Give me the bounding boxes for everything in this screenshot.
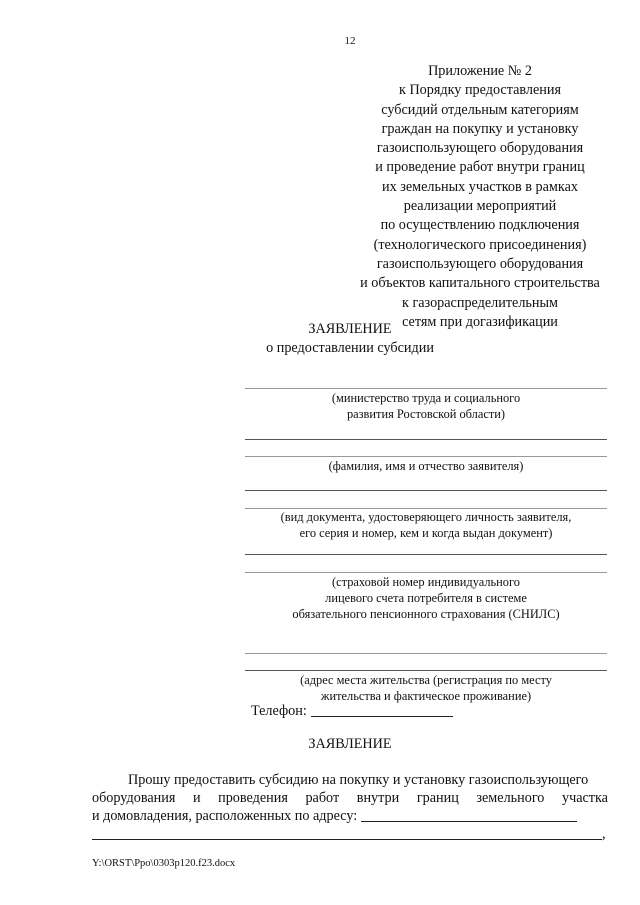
request-address-input-line-2[interactable]: [92, 826, 602, 840]
request-word: границ: [416, 790, 459, 806]
appendix-line: газоиспользующего оборудования: [376, 140, 584, 157]
full-name-line-top[interactable]: [245, 439, 607, 440]
request-word: оборудования: [92, 790, 176, 806]
appendix-header: [330, 62, 630, 332]
ministry-caption: (министерство труда и социального развития Ростовской области): [331, 391, 521, 421]
full-name-line[interactable]: [245, 456, 607, 457]
phone-field: [251, 702, 453, 720]
document-title: [240, 320, 460, 358]
request-address-continuation: [92, 825, 608, 843]
page-number: 12: [344, 35, 356, 47]
appendix-line: (технологического присоединения): [373, 236, 587, 253]
request-word: и: [192, 790, 201, 806]
document-title-main: ЗАЯВЛЕНИЕ: [308, 321, 392, 337]
appendix-line: к газораспределительным: [402, 294, 558, 311]
request-word: работ: [305, 790, 340, 806]
address-caption: (адрес места жительства (регистрация по месту жительства и фактическое проживание): [300, 673, 552, 703]
appendix-line: их земельных участков в рамках: [382, 178, 578, 195]
request-comma: ,: [602, 826, 606, 842]
ministry-line[interactable]: [245, 388, 607, 389]
appendix-line: газоиспользующего оборудования: [376, 255, 584, 272]
identity-doc-caption: (вид документа, удостоверяющего личность заявителя, его серия и номер, кем и когда выдан документ): [280, 510, 572, 540]
appendix-line: и проведение работ внутри границ: [375, 159, 585, 176]
request-text-line-justified: [92, 789, 608, 807]
request-text-line: Прошу предоставить субсидию на покупку и установку газоиспользующего: [128, 772, 589, 788]
address-line-top[interactable]: [245, 653, 607, 654]
appendix-line: по осуществлению подключения: [380, 217, 580, 234]
snils-line-top[interactable]: [245, 554, 607, 555]
phone-input-line[interactable]: [311, 702, 453, 717]
request-word: земельного: [476, 790, 545, 806]
document-title-sub: о предоставлении субсидии: [266, 340, 434, 356]
appendix-line: к Порядку предоставления: [399, 82, 561, 99]
request-address-line: [92, 807, 608, 825]
appendix-line: и объектов капитального строительства: [360, 275, 600, 292]
request-word: внутри: [356, 790, 400, 806]
full-name-caption: (фамилия, имя и отчество заявителя): [328, 459, 524, 473]
request-address-input-line[interactable]: [361, 808, 577, 822]
address-line[interactable]: [245, 670, 607, 671]
footer-file-path: Y:\ORST\Ppo\0303p120.f23.docx: [92, 858, 236, 869]
appendix-line: граждан на покупку и установку: [381, 120, 579, 137]
request-word: проведения: [218, 790, 288, 806]
appendix-line: сетям при догазификации: [402, 313, 558, 330]
snils-caption: (страховой номер индивидуального лицевого счета потребителя в системе обязательного пенсионного страхования (СНИЛС): [292, 575, 560, 621]
appendix-line: реализации мероприятий: [403, 198, 557, 215]
request-word: участка: [561, 790, 608, 806]
appendix-line: Приложение № 2: [428, 63, 532, 79]
snils-line[interactable]: [245, 572, 607, 573]
identity-doc-line-top[interactable]: [245, 490, 607, 491]
section-title: ЗАЯВЛЕНИЕ: [308, 736, 392, 752]
phone-label: Телефон:: [251, 703, 307, 719]
appendix-line: субсидий отдельным категориям: [381, 101, 579, 118]
request-address-label: и домовладения, расположенных по адресу:: [92, 808, 358, 824]
